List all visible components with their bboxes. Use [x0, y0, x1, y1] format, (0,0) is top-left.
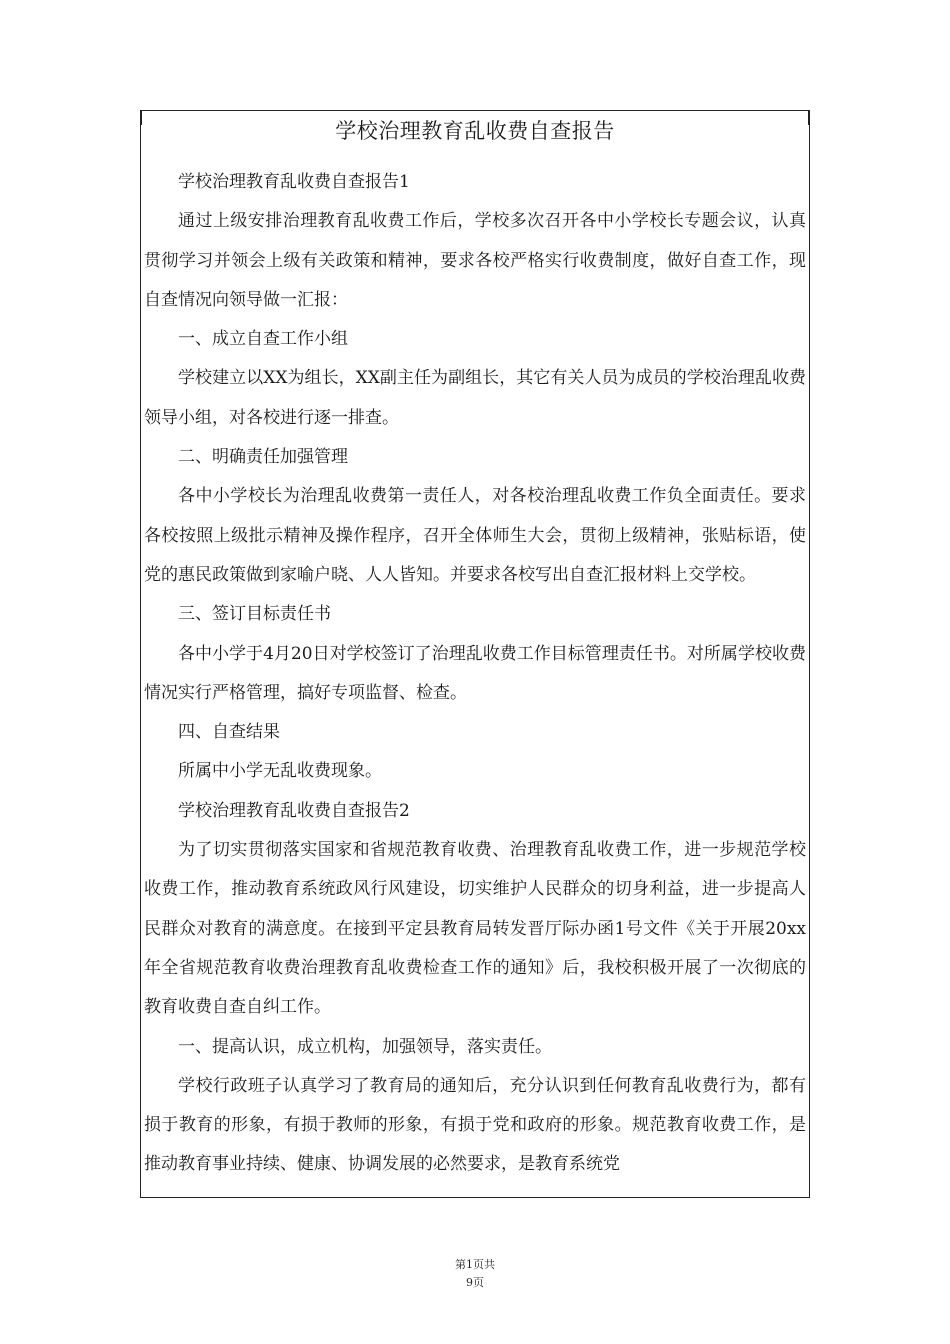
paragraph: 二、明确责任加强管理	[178, 447, 348, 468]
paragraph: 学校治理教育乱收费自查报告1	[178, 172, 410, 192]
paragraph: 学校建立以XX为组长，XX副主任为副组长，其它有关人员为成员的学校治理乱收费领导小组，对各校进行逐一排查。	[144, 368, 806, 428]
page-total-line: 9页	[466, 1276, 484, 1289]
paragraph: 一、成立自查工作小组	[178, 329, 348, 350]
paragraph: 各中小学于4月20日对学校签订了治理乱收费工作目标管理责任书。对所属学校收费情况实行严格管理，搞好专项监督、检查。	[144, 643, 806, 703]
page-footer	[0, 1256, 950, 1292]
paragraph: 所属中小学无乱收费现象。	[178, 761, 382, 782]
paragraph: 三、签订目标责任书	[178, 604, 331, 625]
document-frame	[140, 110, 810, 1198]
paragraph: 学校行政班子认真学习了教育局的通知后，充分认识到任何教育乱收费行为，都有损于教育的形象，有损于教师的形象，有损于党和政府的形象。规范教育收费工作，是推动教育事业持续、健康、协调发展的必然要求，是教育系统党	[144, 1075, 806, 1175]
paragraph: 学校治理教育乱收费自查报告2	[178, 800, 410, 821]
document-body	[144, 163, 806, 1185]
paragraph: 为了切实贯彻落实国家和省规范教育收费、治理教育乱收费工作，进一步规范学校收费工作，推动教育系统政风行风建设，切实维护人民群众的切身利益，进一步提高人民群众对教育的满意度。在接到平定县教育局转发晋厅际办函1号文件《关于开展20xx年全省规范教育收费治理教育乱收费检查工作的通知》后，我校积极开展了一次彻底的教育收费自查自纠工作。	[144, 840, 806, 1018]
page-number-line: 第1页共	[455, 1258, 495, 1271]
paragraph: 一、提高认识，成立机构，加强领导，落实责任。	[178, 1036, 552, 1057]
paragraph: 通过上级安排治理教育乱收费工作后，学校多次召开各中小学校长专题会议，认真贯彻学习并领会上级有关政策和精神，要求各校严格实行收费制度，做好自查工作，现自查情况向领导做一汇报：	[144, 211, 806, 310]
paragraph: 四、自查结果	[178, 722, 280, 743]
document-title: 学校治理教育乱收费自查报告	[335, 119, 615, 143]
paragraph: 各中小学校长为治理乱收费第一责任人，对各校治理乱收费工作负全面责任。要求各校按照上级批示精神及操作程序，召开全体师生大会，贯彻上级精神，张贴标语，使党的惠民政策做到家喻户晓、人人皆知。并要求各校写出自查汇报材料上交学校。	[144, 486, 806, 585]
